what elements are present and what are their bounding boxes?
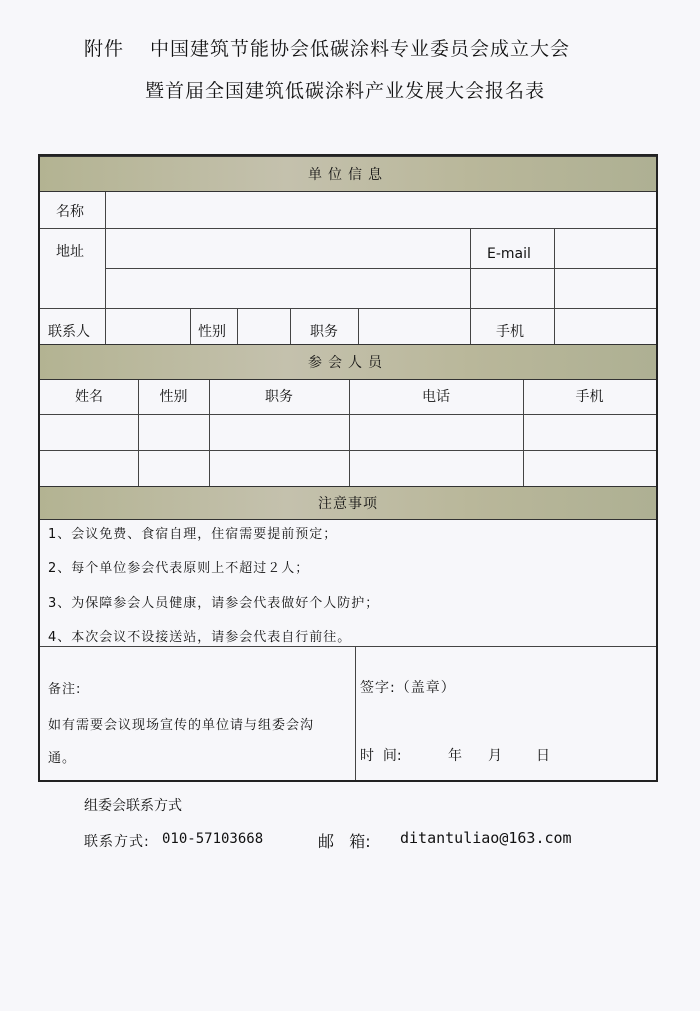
section-unit-info-title: 单位信息 xyxy=(308,167,388,183)
position-field[interactable] xyxy=(359,309,470,344)
org-contact-title: 组委会联系方式 xyxy=(84,798,182,814)
remarks-text-2: 通。 xyxy=(48,751,77,766)
title-text-1: 中国建筑节能协会低碳涂料专业委员会成立大会 xyxy=(150,38,571,60)
attendee-row-2[interactable] xyxy=(40,451,656,486)
year-label: 年 xyxy=(448,748,462,764)
attachment-label: 附件 xyxy=(84,38,125,60)
section-unit-info-header xyxy=(40,156,656,192)
phone-number: 010-57103668 xyxy=(162,831,264,847)
email-label: E-mail xyxy=(487,246,531,262)
address-field[interactable] xyxy=(106,229,470,308)
time-label: 时 间: xyxy=(360,748,402,764)
day-label: 日 xyxy=(536,748,550,764)
contact-person-label: 联系人 xyxy=(48,324,90,340)
signature-label: 签字:（盖章） xyxy=(360,680,456,696)
gender-field[interactable] xyxy=(238,309,290,344)
remarks-label: 备注: xyxy=(48,682,82,697)
phone-label: 联系方式: xyxy=(84,834,150,850)
attendee-row-1[interactable] xyxy=(40,415,656,450)
note-item-3: 3、为保障参会人员健康，请参会代表做好个人防护； xyxy=(48,596,380,611)
col-mobile: 手机 xyxy=(575,389,604,405)
email-contact-label: 邮 箱: xyxy=(318,832,371,851)
col-phone: 电话 xyxy=(422,389,450,405)
gender-label: 性别 xyxy=(198,324,226,340)
contact-person-field[interactable] xyxy=(106,309,190,344)
section-attendees-title: 参会人员 xyxy=(308,355,388,371)
col-gender: 性别 xyxy=(159,389,188,405)
mobile-label: 手机 xyxy=(496,324,524,340)
title-text-2: 暨首届全国建筑低碳涂料产业发展大会报名表 xyxy=(145,80,546,102)
mobile-field[interactable] xyxy=(555,309,655,344)
remarks-text-1: 如有需要会议现场宣传的单位请与组委会沟 xyxy=(48,718,315,733)
section-notes-header xyxy=(40,486,656,520)
email-address-link[interactable]: ditantuliao@163.com xyxy=(400,829,572,847)
section-notes-title: 注意事项 xyxy=(318,496,378,512)
col-position: 职务 xyxy=(265,389,293,405)
position-label: 职务 xyxy=(310,324,338,340)
note-item-1: 1、会议免费、食宿自理，住宿需要提前预定； xyxy=(48,527,338,542)
note-item-2: 2、每个单位参会代表原则上不超过２人； xyxy=(48,561,310,576)
email-field[interactable] xyxy=(555,229,655,308)
month-label: 月 xyxy=(488,748,502,764)
registration-form xyxy=(38,154,658,782)
col-name: 姓名 xyxy=(75,389,103,405)
name-label: 名称 xyxy=(56,204,84,220)
address-label: 地址 xyxy=(56,244,84,260)
section-attendees-header xyxy=(40,344,656,380)
unit-name-field[interactable] xyxy=(106,193,654,228)
note-item-4: 4、本次会议不设接送站，请参会代表自行前往。 xyxy=(48,630,352,645)
